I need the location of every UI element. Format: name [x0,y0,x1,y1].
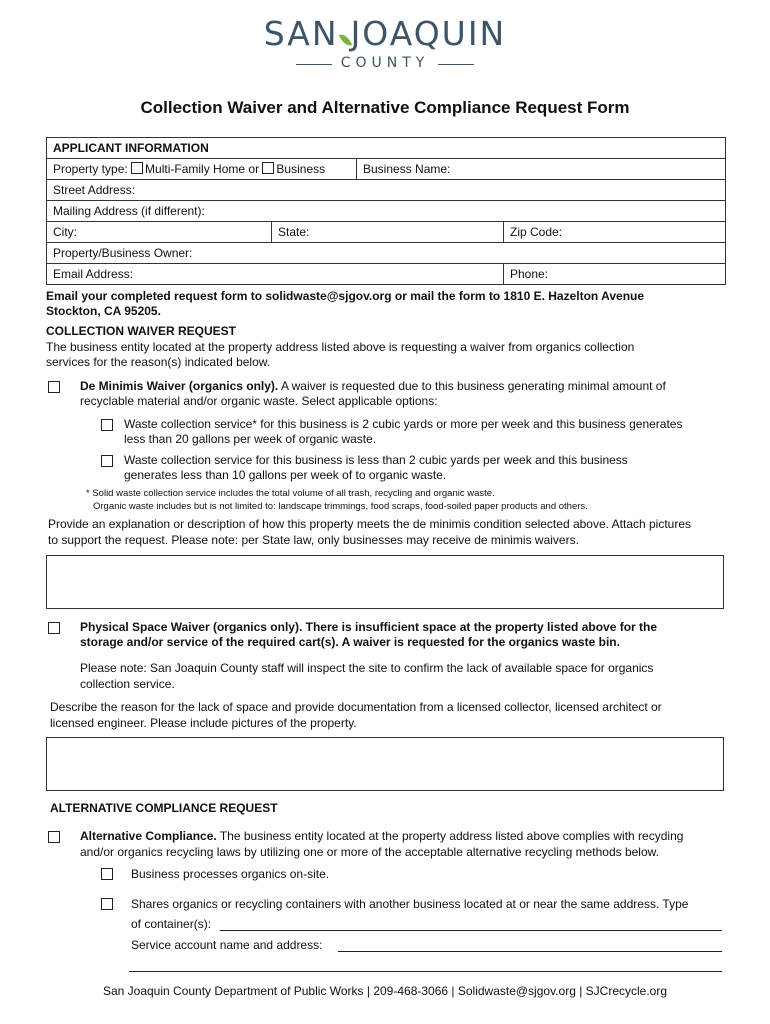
collection-intro-line2: services for the reason(s) indicated below. [46,355,271,369]
logo-text-left: SAN [263,14,339,53]
service-account-line-2[interactable] [129,971,722,972]
deminimis-option1-line2: less than 20 gallons per week of organic waste. [124,432,377,446]
container-type-line[interactable] [220,930,722,931]
alternative-line1 [80,829,683,844]
physical-space-textarea[interactable] [46,737,724,791]
service-account-line[interactable] [338,951,722,952]
collection-waiver-heading: COLLECTION WAIVER REQUEST [46,324,237,338]
physical-space-checkbox[interactable] [48,622,60,634]
or-text: or [248,162,260,176]
deminimis-checkbox[interactable] [48,381,60,393]
footnote-solid-waste: * Solid waste collection service includes the total volume of all trash, recycling and organic waste. [86,488,495,499]
deminimis-line1 [80,379,666,394]
alternative-text1: The business entity located at the property address listed above complies with recyding [216,829,684,843]
physical-title-line2: storage and/or service of the required cart(s). A waiver is requested for the organics waste bin. [80,635,620,649]
physical-note-line2: collection service. [80,677,175,691]
email-field[interactable]: Email Address: [47,264,504,285]
footnote-organic-waste: Organic waste includes but is not limited to: landscape trimmings, food scraps, food-soiled paper products and others. [93,501,588,512]
phone-field[interactable]: Phone: [504,264,726,285]
alternative-checkbox[interactable] [48,831,60,843]
street-address-field[interactable]: Street Address: [47,180,726,201]
logo-subtitle [296,55,474,73]
deminimis-title: De Minimis Waiver (organics only). [80,379,279,393]
deminimis-text2: recyclable material and/or organic waste. Select applicable options: [80,394,438,408]
logo-rule-right [438,64,474,65]
applicant-info-table [46,137,726,285]
deminimis-text1: A waiver is requested due to this business generating minimal amount of [278,379,666,393]
state-field[interactable]: State: [272,222,504,243]
owner-field[interactable]: Property/Business Owner: [47,243,726,264]
business-checkbox[interactable] [262,162,274,174]
container-type-label: of container(s): [131,917,212,931]
applicant-heading: APPLICANT INFORMATION [47,138,726,159]
deminimis-option1-line1: Waste collection service* for this business is 2 cubic yards or more per week and this business generates [124,417,683,431]
physical-title-line1: Physical Space Waiver (organics only). There is insufficient space at the property listed above for the [80,620,658,634]
alternative-heading: ALTERNATIVE COMPLIANCE REQUEST [50,801,278,815]
physical-describe-line2: licensed engineer. Please include pictures of the property. [50,716,357,730]
deminimis-explain-line1: Provide an explanation or description of how this property meets the de minimis condition selected above. Attach pictures [48,517,692,531]
county-logo [0,14,770,53]
city-field[interactable]: City: [47,222,272,243]
physical-note-line1: Please note: San Joaquin County staff will inspect the site to confirm the lack of available space for organics [80,661,654,675]
shared-containers-line1: Shares organics or recycling containers with another business located at or near the same address. Type [131,897,689,911]
service-account-label: Service account name and address: [131,938,323,952]
property-type-cell [47,159,357,180]
logo-county-text: COUNTY [340,55,430,71]
alternative-text2: and/or organics recycling laws by utilizing one or more of the acceptable alternative recycling methods below. [80,845,659,859]
zip-field[interactable]: Zip Code: [504,222,726,243]
email-instructions-line1: Email your completed request form to solidwaste@sjgov.org or mail the form to 1810 E. Hazelton Avenue [46,289,645,303]
shared-containers-checkbox[interactable] [101,898,113,910]
logo-text-right: JOAQUIN [350,14,507,53]
physical-describe-line1: Describe the reason for the lack of space and provide documentation from a licensed collector, licensed architect or [50,700,662,714]
logo-rule-left [296,64,332,65]
onsite-processing-label: Business processes organics on-site. [131,867,330,881]
deminimis-explanation-textarea[interactable] [46,555,724,609]
footer-contact: San Joaquin County Department of Public Works | 209-468-3066 | Solidwaste@sjgov.org | SJCrecycle.org [102,984,668,998]
email-instructions-line2: Stockton, CA 95205. [46,304,161,318]
multifamily-checkbox[interactable] [131,162,143,174]
business-name-field[interactable]: Business Name: [357,159,726,180]
collection-intro-line1: The business entity located at the property address listed above is requesting a waiver from organics collection [46,340,635,354]
business-label: Business [276,162,326,176]
deminimis-explain-line2: to support the request. Please note: per State law, only businesses may receive de minimis waivers. [48,533,579,547]
deminimis-option2-line2: generates less than 10 gallons per week of to organic waste. [124,468,447,482]
page-title: Collection Waiver and Alternative Compliance Request Form [140,98,630,117]
onsite-processing-checkbox[interactable] [101,868,113,880]
deminimis-option1-checkbox[interactable] [101,419,113,431]
multifamily-label: Multi-Family Home [145,162,246,176]
mailing-address-field[interactable]: Mailing Address (if different): [47,201,726,222]
property-type-label: Property type: [53,162,128,176]
deminimis-option2-line1: Waste collection service for this business is less than 2 cubic yards per week and this business [124,453,628,467]
alternative-title: Alternative Compliance. [80,829,217,843]
deminimis-option2-checkbox[interactable] [101,455,113,467]
